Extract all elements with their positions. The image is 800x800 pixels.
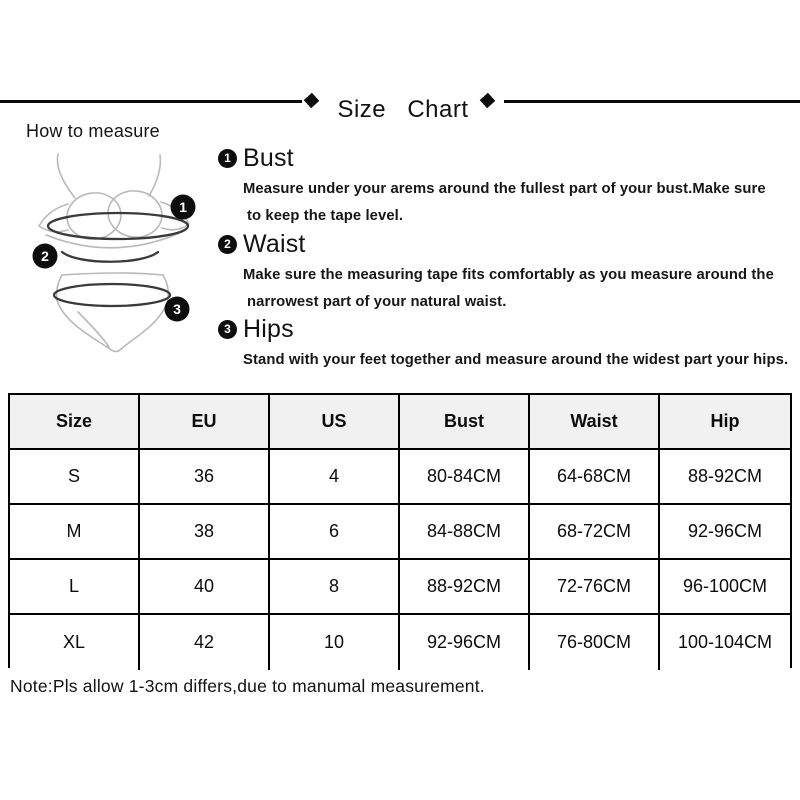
table-cell: 80-84CM: [400, 450, 530, 505]
table-cell: 4: [270, 450, 400, 505]
svg-text:2: 2: [41, 248, 49, 264]
hip-tape-line: [54, 284, 170, 306]
table-header-waist: Waist: [530, 395, 660, 450]
table-cell: 96-100CM: [660, 560, 790, 615]
waist-description-line: narrowest part of your natural waist.: [247, 294, 507, 310]
how-to-measure-heading: How to measure: [26, 121, 160, 141]
bikini-measurement-illustration: [18, 142, 218, 357]
measure-item-bust: [218, 143, 796, 230]
table-cell: 84-88CM: [400, 505, 530, 560]
svg-text:1: 1: [179, 199, 187, 215]
table-header-bust: Bust: [400, 395, 530, 450]
marker-1-bust: [171, 195, 196, 220]
table-cell: XL: [10, 615, 140, 670]
hips-heading: Hips: [243, 314, 294, 343]
table-cell: 8: [270, 560, 400, 615]
table-cell: 76-80CM: [530, 615, 660, 670]
table-cell: L: [10, 560, 140, 615]
table-cell: 6: [270, 505, 400, 560]
number-badge-3: 3: [218, 320, 237, 339]
waist-tape-line: [62, 252, 158, 262]
table-cell: 88-92CM: [400, 560, 530, 615]
table-cell: 64-68CM: [530, 450, 660, 505]
bust-description-line: to keep the tape level.: [247, 208, 404, 224]
number-badge-2: 2: [218, 235, 237, 254]
table-cell: S: [10, 450, 140, 505]
measure-item-hips: [218, 314, 796, 374]
table-header-eu: EU: [140, 395, 270, 450]
table-header-us: US: [270, 395, 400, 450]
diamond-icon: [304, 93, 320, 109]
bust-heading: Bust: [243, 143, 294, 172]
svg-text:3: 3: [173, 301, 181, 317]
table-cell: 92-96CM: [400, 615, 530, 670]
table-header-size: Size: [10, 395, 140, 450]
table-cell: 42: [140, 615, 270, 670]
measurement-note: Note:Pls allow 1-3cm differs,due to manumal measurement.: [10, 676, 485, 696]
hips-description-line: Stand with your feet together and measure around the widest part your hips.: [243, 352, 789, 368]
table-header-hip: Hip: [660, 395, 790, 450]
bust-description-line: Measure under your arems around the fullest part of your bust.Make sure: [243, 181, 766, 197]
marker-2-waist: [33, 244, 58, 269]
table-cell: 100-104CM: [660, 615, 790, 670]
table-cell: 10: [270, 615, 400, 670]
waist-heading: Waist: [243, 229, 306, 258]
title-rule-left: [0, 100, 302, 103]
page-title: Size Chart: [337, 96, 469, 123]
size-table: [8, 393, 792, 668]
table-cell: 88-92CM: [660, 450, 790, 505]
table-cell: M: [10, 505, 140, 560]
table-cell: 36: [140, 450, 270, 505]
measure-item-waist: [218, 229, 796, 316]
waist-description-line: Make sure the measuring tape fits comfortably as you measure around the: [243, 267, 774, 283]
title-rule-right: [504, 100, 800, 103]
table-cell: 92-96CM: [660, 505, 790, 560]
number-badge-1: 1: [218, 149, 237, 168]
marker-3-hips: [165, 297, 190, 322]
table-cell: 72-76CM: [530, 560, 660, 615]
table-cell: 38: [140, 505, 270, 560]
table-cell: 68-72CM: [530, 505, 660, 560]
table-cell: 40: [140, 560, 270, 615]
